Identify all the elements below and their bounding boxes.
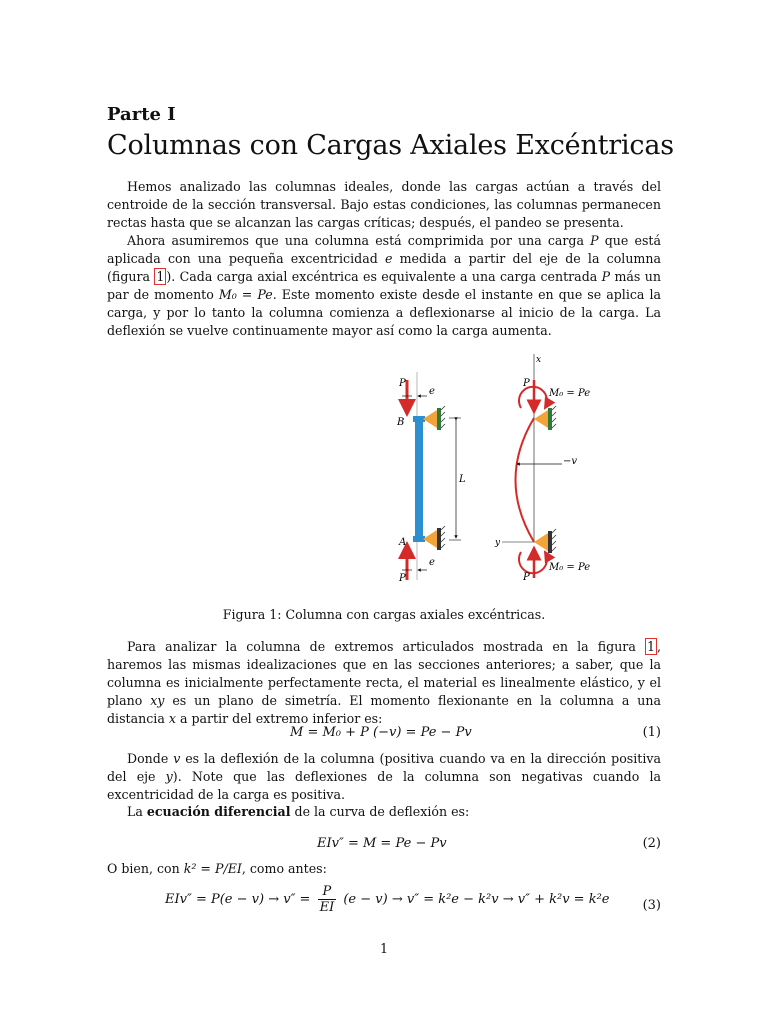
right-bottom-hatch-icon <box>548 531 552 553</box>
column-blue-bar <box>415 418 423 540</box>
label-A: A <box>399 537 407 548</box>
section-title: Columnas con Cargas Axiales Excéntricas <box>107 130 674 161</box>
equation-3-fraction: $\frac{P}{EI}$ <box>319 884 335 915</box>
right-top-hatch-icon <box>548 408 552 430</box>
label-L: L <box>459 474 466 485</box>
paragraph-differential: La ecuación diferencial de la curva de deflexión es: <box>127 804 470 819</box>
label-P-right-top: P <box>523 378 530 389</box>
label-P-bottom: P <box>399 573 406 584</box>
right-top-support-icon <box>534 410 548 428</box>
paragraph-eccentric-load: Ahora asumiremos que una columna está comprimida por una carga P que está aplicada con una pequeña excentricidad e medida a partir del eje de la columna (figura 1 ). Cada carga axial excéntrica es equivalente a una carga centrada P más un par de momento M₀ = Pe. Este momento existe desde el instante en que se aplica la carga, y por lo tanto la columna comienza a deflexionarse al inicio de la carga. La deflexión se vuelve continuamente mayor así como la carga aumenta. <box>107 233 661 338</box>
paragraph-k-definition: O bien, con k² = P/EI, como antes: <box>107 861 327 876</box>
top-hatch-icon <box>437 408 441 430</box>
bottom-hatch-icon <box>437 528 441 550</box>
label-e-bottom: e <box>429 557 435 568</box>
paragraph-deflection: Donde v es la deflexión de la columna (positiva cuando va en la dirección positiva del eje y). Note que las deflexiones de la columna son negativas cuando la excentricidad de la carga es positiva. <box>107 751 662 802</box>
label-e-top: e <box>429 386 435 397</box>
equation-1: M = M₀ + P (−v) = Pe − Pv (1) <box>290 725 661 740</box>
label-x-axis: x <box>536 355 542 365</box>
figure-link[interactable]: 1 <box>156 269 165 284</box>
label-moment-top: M₀ = Pe <box>549 388 591 399</box>
figure-link[interactable]: 1 <box>646 639 655 654</box>
label-P-right-bottom: P <box>523 572 530 583</box>
deflected-curve <box>516 418 535 542</box>
column-diagram <box>277 352 607 592</box>
label-B: B <box>397 417 405 428</box>
figure-caption: Figura 1: Columna con cargas axiales excéntricas. <box>222 607 546 622</box>
figure-column-diagram <box>277 352 607 596</box>
label-moment-bottom: M₀ = Pe <box>549 562 591 573</box>
part-heading: Parte I <box>107 104 176 125</box>
label-y-axis: y <box>495 538 501 548</box>
page-number: 1 <box>379 941 388 956</box>
equation-3-expression: EIv″ = P(e − v) → v″ = $\frac{P}{EI}$ (e − v) → v″ = k²e − k²v → v″ + k²v = k²e <box>165 884 610 915</box>
right-bottom-support-icon <box>534 533 548 551</box>
label-neg-v: −v <box>563 456 578 467</box>
paragraph-analysis: Para analizar la columna de extremos articulados mostrada en la figura 1 , haremos las mismas idealizaciones que en las secciones anteriores; a saber, que la columna es inicialmente perfectamente recta, el material es linealmente elástico, y el plano xy es un plano de simetría. El momento flexionante en la columna a una distancia x a partir del extremo inferior es: <box>107 639 661 726</box>
equation-2: EIv″ = M = Pe − Pv (2) <box>317 836 661 851</box>
bottom-support-icon <box>423 530 437 548</box>
label-P-top: P <box>399 378 406 389</box>
equation-3: EIv″ = P(e − v) → v″ = $\frac{P}{EI}$ (e − v) → v″ = k²e − k²v → v″ + k²v = k²e (3) <box>165 884 661 915</box>
paragraph-intro: Hemos analizado las columnas ideales, donde las cargas actúan a través del centroide de la sección transversal. Bajo estas condiciones, las columnas permanecen rectas hasta que se alcanzan las cargas críticas; después, el pandeo se presenta. <box>107 179 661 230</box>
top-support-icon <box>423 410 437 428</box>
